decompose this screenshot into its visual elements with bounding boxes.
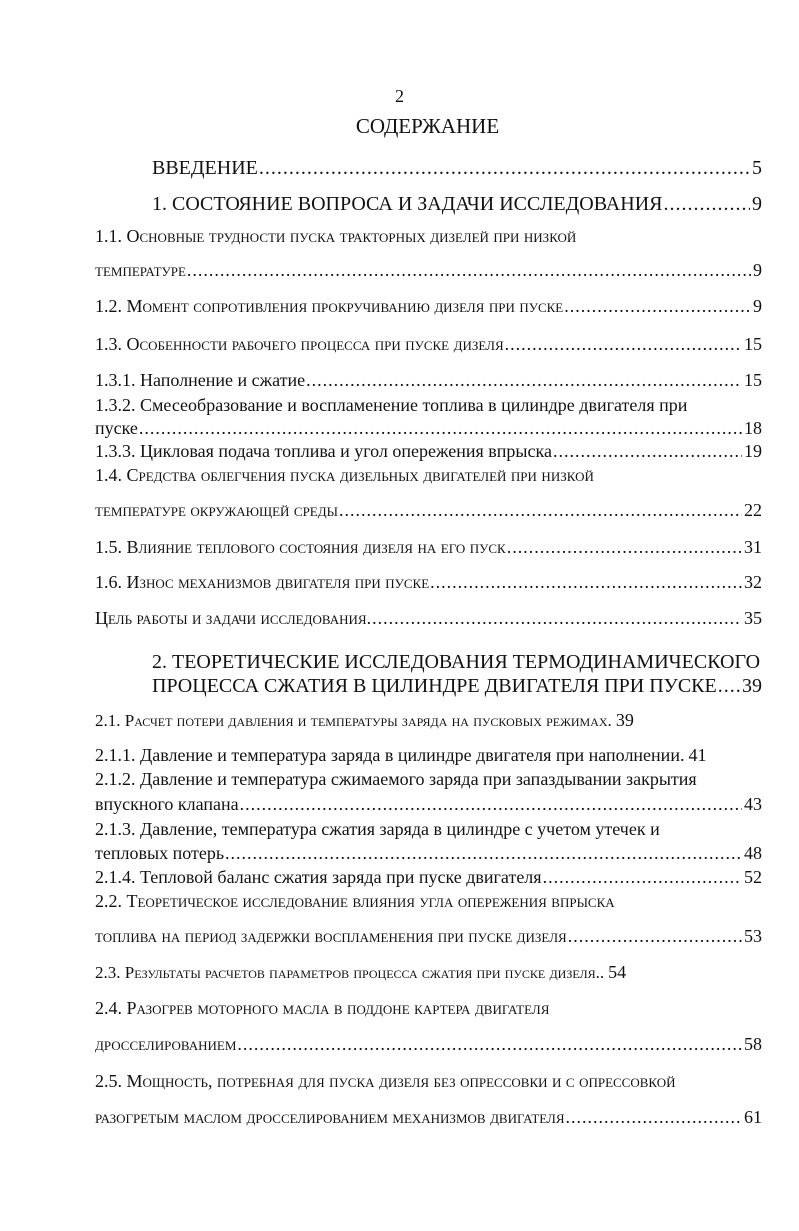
toc-label: температуре xyxy=(95,260,186,280)
toc-label: тепловых потерь xyxy=(95,843,225,863)
toc-label: 1.2. Момент сопротивления прокручиванию дизеля при пуске xyxy=(95,296,564,316)
toc-page: 53 xyxy=(744,926,762,946)
toc-entry-1-1-line1[interactable]: 1.1. Основные трудности пуска тракторных дизелей при низкой xyxy=(95,226,577,246)
toc-entry-2-1-3[interactable] xyxy=(95,843,762,864)
toc-label: пуске xyxy=(95,418,138,438)
toc-entry-goal[interactable] xyxy=(95,608,762,629)
toc-label: 2.1. Расчет потери давления и температуры заряда на пусковых режимах. xyxy=(95,711,612,730)
toc-label: ВВЕДЕНИЕ xyxy=(152,157,258,179)
toc-entry-1-3[interactable] xyxy=(95,334,762,355)
leader-dots xyxy=(718,675,740,698)
toc-page: 5 xyxy=(752,157,762,179)
toc-entry-2-2[interactable] xyxy=(95,926,762,947)
leader-dots xyxy=(507,537,742,558)
toc-entry-2-1-4[interactable] xyxy=(95,867,762,888)
leader-dots xyxy=(306,370,742,391)
leader-dots xyxy=(187,260,751,281)
toc-entry-2-1-3-line1[interactable]: 2.1.3. Давление, температура сжатия заряда в цилиндре с учетом утечек и xyxy=(95,819,660,839)
leader-dots xyxy=(237,1034,742,1055)
toc-label: 1. СОСТОЯНИЕ ВОПРОСА И ЗАДАЧИ ИССЛЕДОВАНИЯ xyxy=(152,193,663,215)
leader-dots xyxy=(553,441,742,462)
toc-label: топлива на период задержки воспламенения при пуске дизеля xyxy=(95,926,567,946)
toc-entry-1-2[interactable] xyxy=(95,296,762,317)
toc-page: 58 xyxy=(744,1034,762,1054)
toc-entry-ch2[interactable] xyxy=(152,675,762,698)
toc-label: 2.1.1. Давление и температура заряда в цилиндре двигателя при наполнении. xyxy=(95,745,685,765)
toc-page: 15 xyxy=(744,370,762,390)
page-number: 2 xyxy=(395,86,404,106)
leader-dots xyxy=(259,157,750,180)
toc-page: 31 xyxy=(744,537,762,557)
toc-page: 61 xyxy=(744,1107,762,1127)
toc-label: Цель работы и задачи исследования. xyxy=(95,608,372,628)
toc-label: ПРОЦЕССА СЖАТИЯ В ЦИЛИНДРЕ ДВИГАТЕЛЯ ПРИ ПУСКЕ xyxy=(152,675,717,697)
toc-page: 18 xyxy=(744,418,762,438)
toc-label: 2.1.4. Тепловой баланс сжатия заряда при пуске двигателя xyxy=(95,867,542,887)
toc-entry-1-3-2-line1[interactable]: 1.3.2. Смесеобразование и воспламенение топлива в цилиндре двигателя при xyxy=(95,395,688,415)
toc-label: впускного клапана xyxy=(95,794,239,814)
leader-dots xyxy=(225,843,742,864)
toc-entry-ch2-line1[interactable]: 2. ТЕОРЕТИЧЕСКИЕ ИССЛЕДОВАНИЯ ТЕРМОДИНАМИЧЕСКОГО xyxy=(152,651,761,673)
toc-entry-2-1[interactable] xyxy=(95,710,762,731)
toc-entry-1-5[interactable] xyxy=(95,537,762,558)
toc-page: 35 xyxy=(744,608,762,628)
leader-dots xyxy=(430,572,742,593)
toc-entry-1-4-line1[interactable]: 1.4. Средства облегчения пуска дизельных двигателей при низкой xyxy=(95,465,594,485)
toc-entry-1-3-3[interactable] xyxy=(95,441,762,462)
toc-entry-2-5-line1[interactable]: 2.5. Мощность, потребная для пуска дизеля без опрессовки и с опрессовкой xyxy=(95,1071,676,1091)
toc-entry-intro[interactable] xyxy=(152,157,762,180)
toc-page: 39 xyxy=(615,710,634,730)
toc-entry-2-1-2-line1[interactable]: 2.1.2. Давление и температура сжимаемого заряда при запаздывании закрытия xyxy=(95,769,697,789)
toc-title: СОДЕРЖАНИЕ xyxy=(355,114,500,138)
toc-entry-1-6[interactable] xyxy=(95,572,762,593)
leader-dots xyxy=(372,608,742,629)
toc-entry-2-1-2[interactable] xyxy=(95,794,762,815)
leader-dots xyxy=(339,500,742,521)
leader-dots xyxy=(564,296,751,317)
toc-page: 19 xyxy=(744,441,762,461)
toc-entry-2-3[interactable] xyxy=(95,962,762,983)
toc-page: 9 xyxy=(753,260,762,280)
toc-entry-1-3-1[interactable] xyxy=(95,370,762,391)
toc-page: 48 xyxy=(744,843,762,863)
toc-entry-2-2-line1[interactable]: 2.2. Теоретическое исследование влияния угла опережения впрыска xyxy=(95,891,615,911)
leader-dots xyxy=(543,867,742,888)
leader-dots xyxy=(240,794,742,815)
toc-page: 41 xyxy=(688,745,707,765)
toc-label: 1.3. Особенности рабочего процесса при пуске дизеля xyxy=(95,334,504,354)
toc-entry-ch1[interactable] xyxy=(152,193,762,216)
toc-label: 2.3. Результаты расчетов параметров процесса сжатия при пуске дизеля.. xyxy=(95,963,605,982)
toc-label: 1.3.3. Цикловая подача топлива и угол опережения впрыска xyxy=(95,441,552,461)
toc-page: 15 xyxy=(744,334,762,354)
toc-page: 43 xyxy=(744,794,762,814)
toc-entry-1-3-2[interactable] xyxy=(95,418,762,439)
toc-label: дросселированием xyxy=(95,1034,237,1054)
toc-entry-2-4[interactable] xyxy=(95,1034,762,1055)
toc-entry-2-1-1[interactable] xyxy=(95,745,762,766)
toc-page: 54 xyxy=(608,962,627,982)
toc-page: 22 xyxy=(744,500,762,520)
leader-dots xyxy=(139,418,742,439)
toc-page: 52 xyxy=(744,867,762,887)
leader-dots xyxy=(566,1107,742,1128)
toc-label: 1.5. Влияние теплового состояния дизеля на его пуск xyxy=(95,537,506,557)
toc-page: 32 xyxy=(744,572,762,592)
leader-dots xyxy=(663,193,750,216)
toc-page: 9 xyxy=(752,193,762,215)
toc-page: 9 xyxy=(753,296,762,316)
toc-page: 39 xyxy=(742,675,762,697)
toc-entry-2-4-line1[interactable]: 2.4. Разогрев моторного масла в поддоне картера двигателя xyxy=(95,998,550,1018)
toc-entry-2-5[interactable] xyxy=(95,1107,762,1128)
toc-entry-1-4[interactable] xyxy=(95,500,762,521)
leader-dots xyxy=(505,334,742,355)
leader-dots xyxy=(568,926,742,947)
toc-entry-1-1[interactable] xyxy=(95,260,762,281)
toc-label: 1.6. Износ механизмов двигателя при пуске xyxy=(95,572,430,592)
toc-label: 1.3.1. Наполнение и сжатие xyxy=(95,370,306,390)
toc-label: температуре окружающей среды xyxy=(95,500,338,520)
toc-label: разогретым маслом дросселированием механизмов двигателя xyxy=(95,1107,565,1127)
